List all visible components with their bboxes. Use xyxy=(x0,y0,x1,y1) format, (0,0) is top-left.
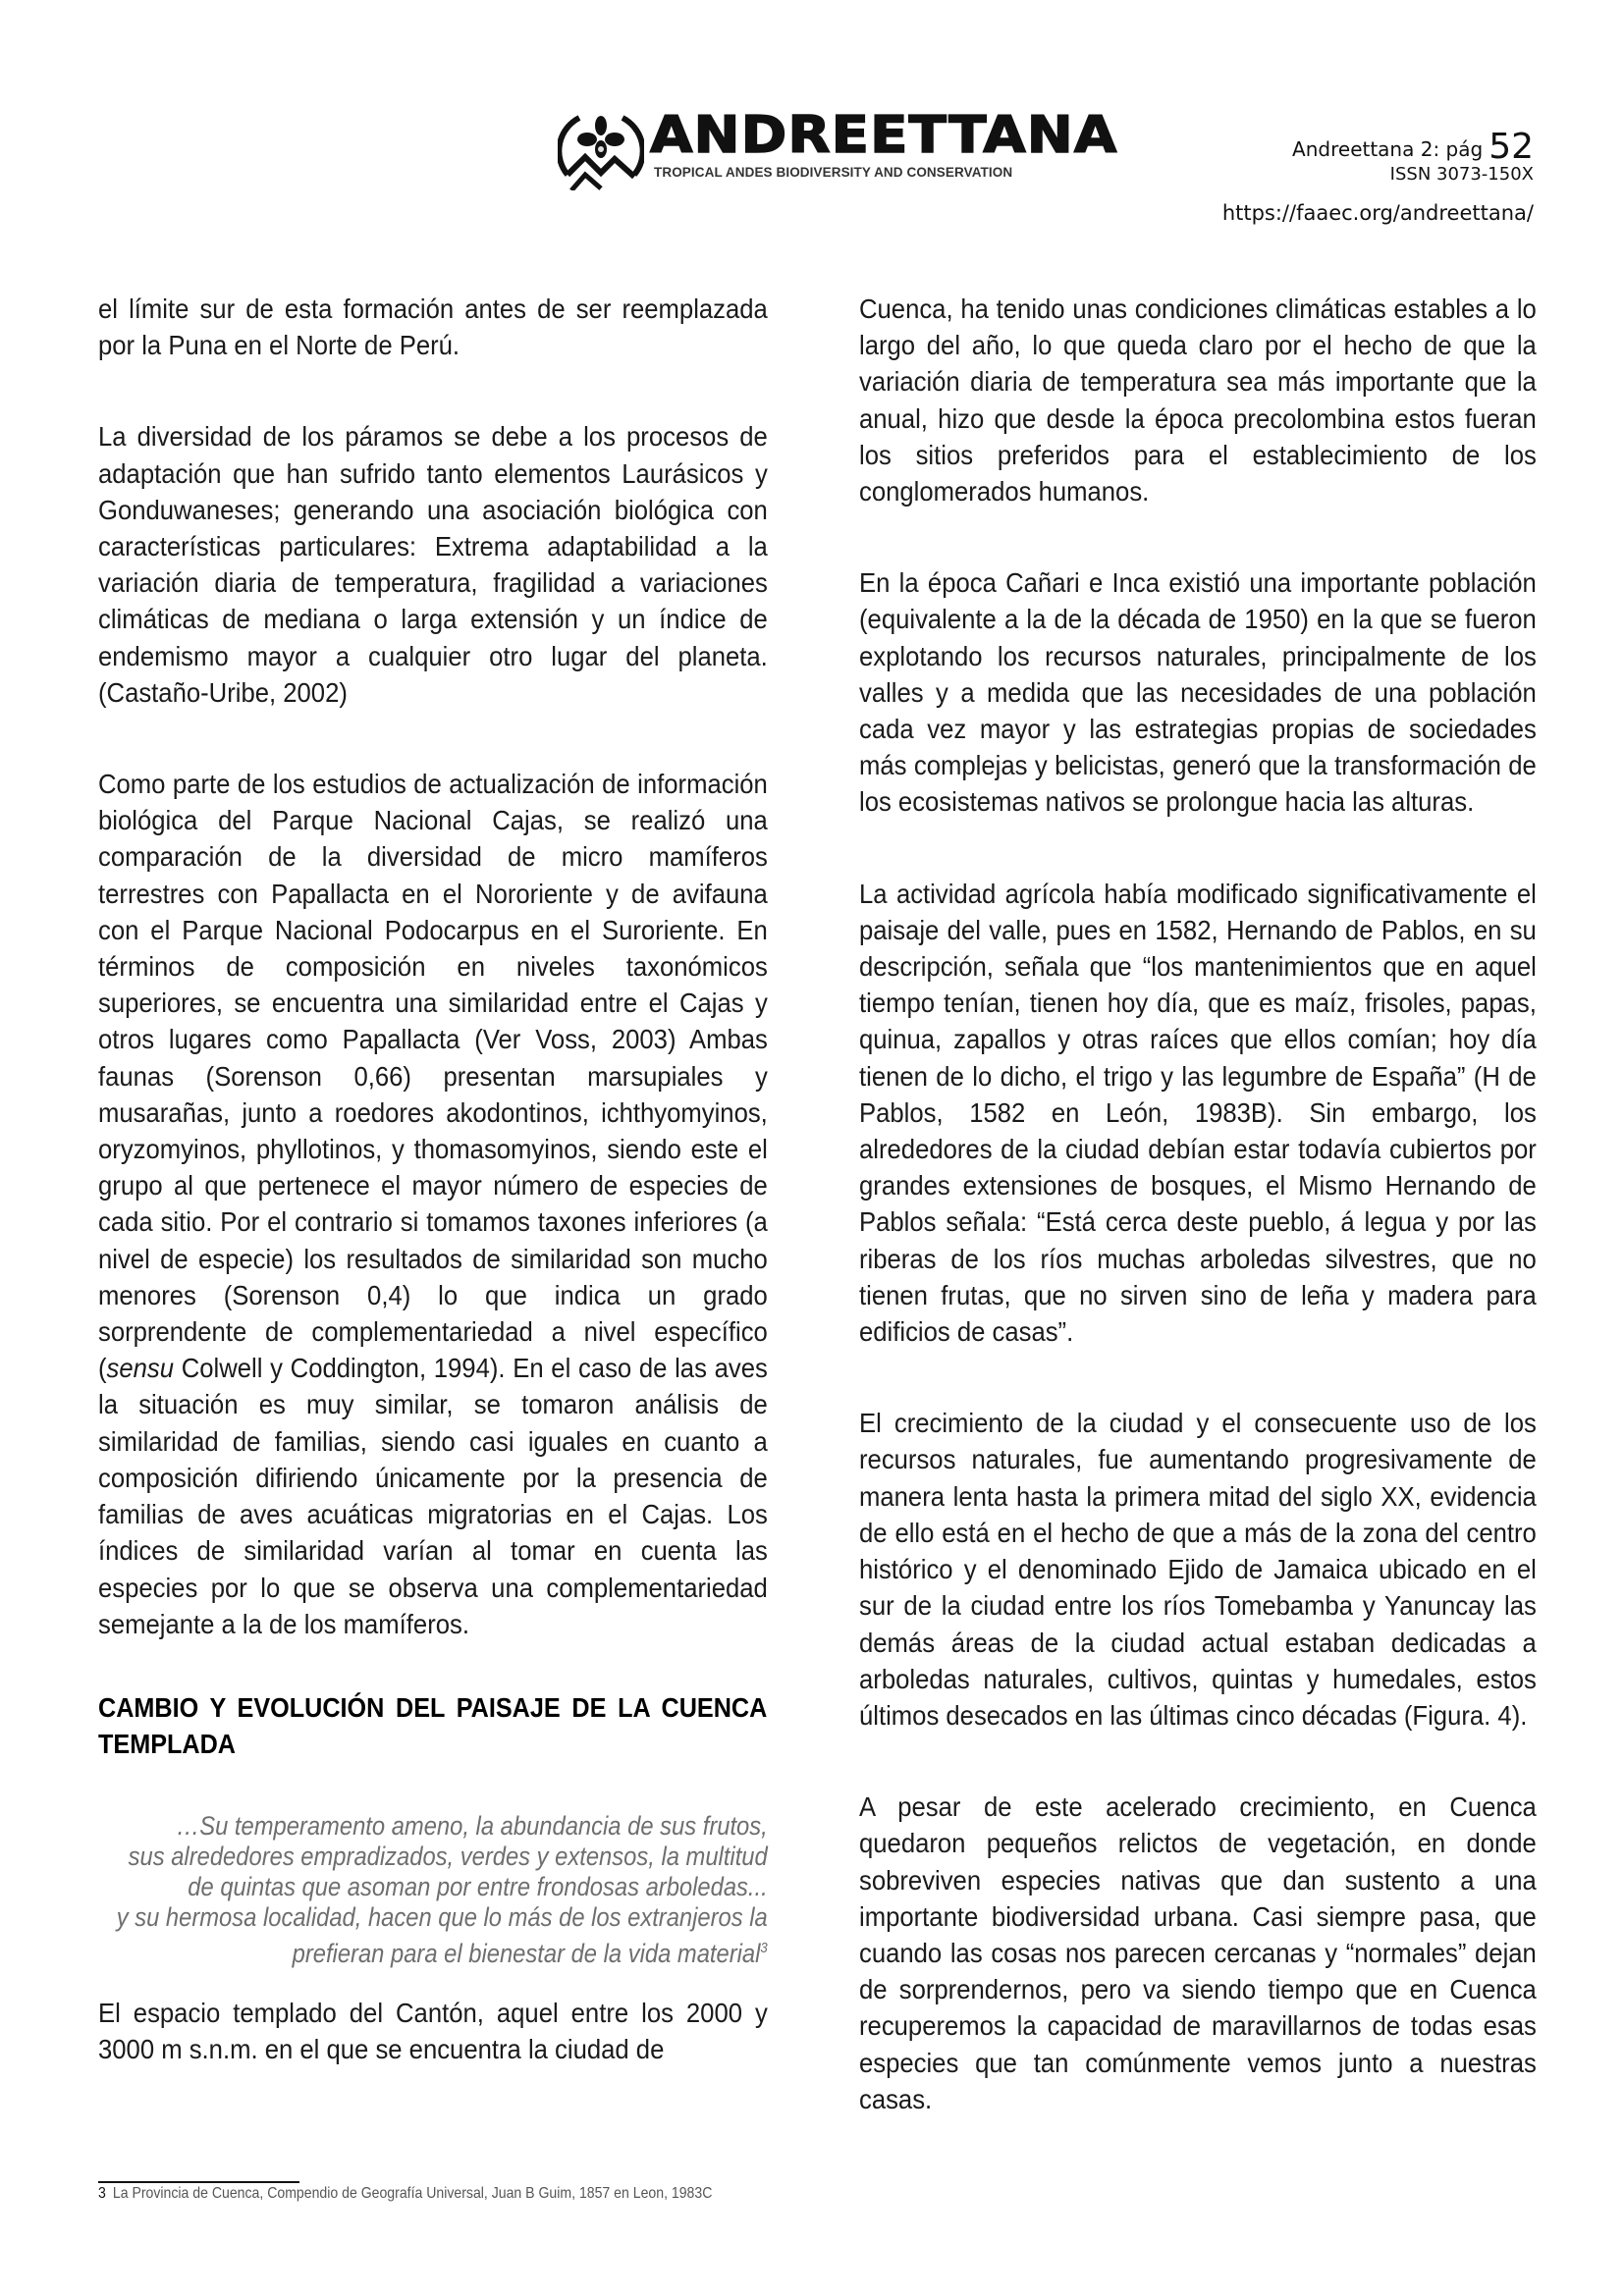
quote-line: y su hermosa localidad, hacen que lo más de los extranjeros la xyxy=(116,1901,769,1932)
quote-line-text: prefieran para el bienestar de la vida material xyxy=(292,1938,761,1968)
journal-subtitle: TROPICAL ANDES BIODIVERSITY AND CONSERVATION xyxy=(654,165,1013,180)
paragraph: La actividad agrícola había modificado significativamente el paisaje del valle, pues en 1582, Hernando de Pablos, en su descripción, señala que “los mantenimientos que en aquel tiempo tenían, tienen hoy día, que es maíz, frisoles, papas, quinua, zapallos y otras raíces que ellos comían; hoy día tienen de lo dicho, el trigo y las legumbre de España” (H de Pablos, 1582 en León, 1983B). Sin embargo, los alrededores de la ciudad debían estar todavía cubiertos por grandes extensiones de bosques, el Mismo Hernando de Pablos señala: “Está cerca deste pueblo, á legua y por las riberas de los ríos muchas arboledas silvestres, que no tienen frutas, que no sirven sino de leña y madera para edificios de casas”. xyxy=(859,878,1537,1348)
footnote-reference-link[interactable]: 3 xyxy=(760,1939,768,1956)
paragraph: El espacio templado del Cantón, aquel entre los 2000 y 3000 m s.n.m. en el que se encuentra la ciudad de xyxy=(98,1997,768,2065)
journal-logo xyxy=(558,106,1118,190)
paragraph: A pesar de este acelerado crecimiento, en Cuenca quedaron pequeños relictos de vegetación, en donde sobreviven especies nativas que dan sustento a una importante biodiversidad urbana. Casi siempre pasa, que cuando las cosas nos parecen cercanas y “normales” dejan de sorprendernos, pero va siendo tiempo que en Cuenca recuperemos la capacidad de maravillarnos de todas esas especies que tan comúnmente vemos junto a nuestras casas. xyxy=(859,1791,1537,2114)
paragraph xyxy=(98,766,768,1642)
section-heading: CAMBIO Y EVOLUCIÓN DEL PAISAJE DE LA CUENCA TEMPLADA xyxy=(98,1691,768,1759)
journal-title: ANDREETTANA xyxy=(650,106,1118,165)
journal-url-link[interactable]: https://faaec.org/andreettana/ xyxy=(1221,201,1534,225)
right-column xyxy=(859,291,1537,2117)
quote-line: de quintas que asoman por entre frondosas arboledas... xyxy=(188,1871,768,1901)
quote-line: sus alrededores empradizados, verdes y extensos, la multitud xyxy=(128,1841,768,1871)
page-header xyxy=(0,0,1624,255)
paragraph-text: Como parte de los estudios de actualización de información biológica del Parque Nacional Cajas, se realizó una comparación de la diversidad de micro mamíferos terrestres con Papallacta en el Nororiente y de avifauna con el Parque Nacional Podocarpus en el Suroriente. En términos de composición en niveles taxonómicos superiores, se encuentra una similaridad entre el Cajas y otros lugares como Papallacta (Ver Voss, 2003) Ambas faunas (Sorenson 0,66) presentan marsupiales y musarañas, junto a roedores akodontinos, ichthyomyinos, oryzomyinos, phyllotinos, y thomasomyinos, siendo este el grupo al que pertenece el mayor número de especies de cada sitio. Por el contrario si tomamos taxones inferiores (a nivel de especie) los resultados de similaridad son mucho menores (Sorenson 0,4) lo que indica un grado sorprendente de complementariedad a nivel específico ( xyxy=(98,769,768,1384)
left-column xyxy=(98,291,768,2067)
quote-line: …Su temperamento ameno, la abundancia de sus frutos, xyxy=(176,1810,768,1841)
paragraph-text: Colwell y Coddington, 1994). En el caso de las aves la situación es muy similar, se tomaron análisis de similaridad de familias, siendo casi iguales en cuanto a composición difiriendo únicamente por la presencia de familias de aves acuáticas migratorias en el Cajas. Los índices de similaridad varían al tomar en cuenta las especies por lo que se observa una complementariedad semejante a la de los mamíferos. xyxy=(98,1353,768,1639)
issn: ISSN 3073-150X xyxy=(1389,164,1534,185)
footnote-text: La Provincia de Cuenca, Compendio de Geografía Universal, Juan B Guim, 1857 en Leon, 1983C xyxy=(112,2185,713,2202)
page-number: 52 xyxy=(1489,127,1534,167)
journal-page-label: Andreettana 2: pág xyxy=(1292,137,1484,161)
orchid-mountain-logo-icon xyxy=(558,110,644,190)
paragraph: El crecimiento de la ciudad y el consecuente uso de los recursos naturales, fue aumentando progresivamente de manera lenta hasta la primera mitad del siglo XX, evidencia de ello está en el hecho de que a más de la zona del centro histórico y el denominado Ejido de Jamaica ubicado en el sur de la ciudad entre los ríos Tomebamba y Yanuncay las demás áreas de la ciudad actual estaban dedicadas a arboledas naturales, cultivos, quintas y humedales, estos últimos desecados en las últimas cinco décadas (Figura. 4). xyxy=(859,1408,1537,1731)
paragraph: La diversidad de los páramos se debe a los procesos de adaptación que han sufrido tanto elementos Laurásicos y Gonduwaneses; generando una asociación biológica con características particulares: Extrema adaptabilidad a la variación diaria de temperatura, fragilidad a variaciones climáticas de mediana o larga extensión y un índice de endemismo mayor a cualquier otro lugar del planeta. (Castaño-Uribe, 2002) xyxy=(98,421,768,708)
publication-info xyxy=(1221,127,1534,228)
paragraph: el límite sur de esta formación antes de ser reemplazada por la Puna en el Norte de Perú. xyxy=(98,294,768,361)
footnote-number: 3 xyxy=(98,2185,106,2202)
quote-line xyxy=(98,1933,768,1969)
footnote-divider xyxy=(98,2181,299,2183)
italic-term: sensu xyxy=(106,1353,175,1384)
paragraph: En la época Cañari e Inca existió una importante población (equivalente a la de la década de 1950) en la que se fueron explotando los recursos naturales, principalmente de los valles y a medida que las necesidades de una población cada vez mayor y las estrategias propias de sociedades más complejas y belicistas, generó que la transformación de los ecosistemas nativos se prolongue hacia las alturas. xyxy=(859,567,1537,818)
paragraph: Cuenca, ha tenido unas condiciones climáticas estables a lo largo del año, lo que queda claro por el hecho de que la variación diaria de temperatura sea más importante que la anual, hizo que desde la época precolombina estos fueran los sitios preferidos para el establecimiento de los conglomerados humanos. xyxy=(859,294,1537,507)
footnote xyxy=(98,2185,712,2203)
epigraph-quote xyxy=(98,1811,768,1969)
